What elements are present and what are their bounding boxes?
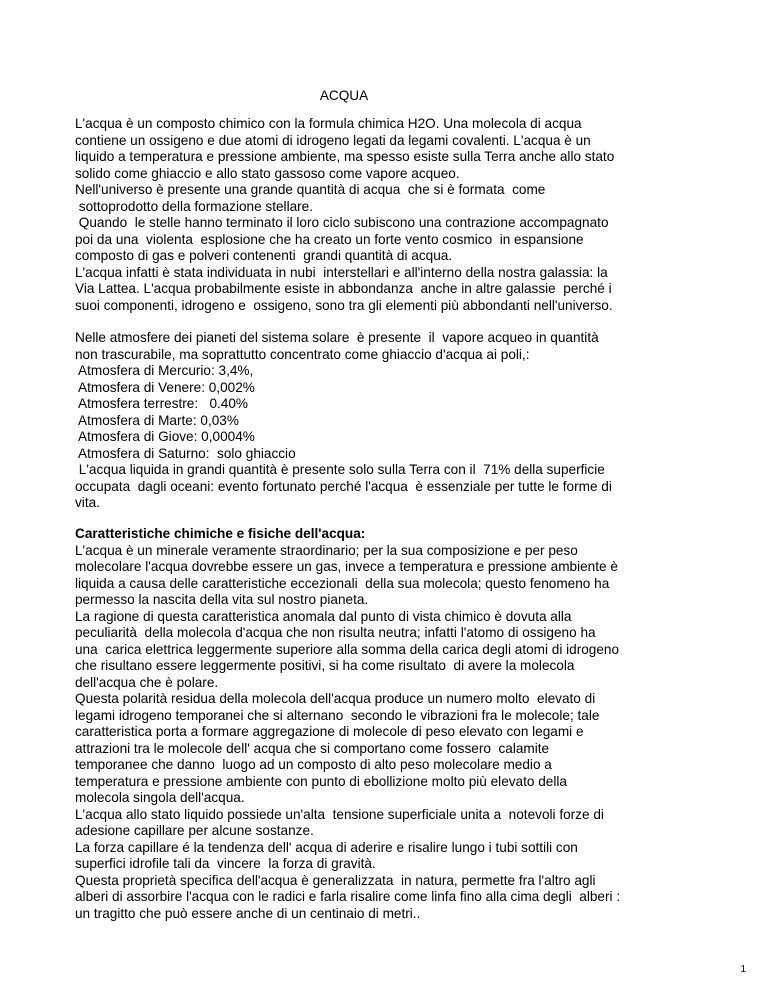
text-line: alberi di assorbire l'acqua con le radici e farla risalire come linfa fino alla cima degli alberi : [75, 889, 621, 904]
text-line: Nell'universo è presente una grande quantità di acqua che si è formata come [75, 182, 546, 197]
text-line: molecolare l'acqua dovrebbe essere un gas, invece a temperatura e pressione ambiente è [75, 559, 618, 574]
text-line: adesione capillare per alcune sostanze. [75, 823, 314, 838]
document-title: ACQUA [319, 88, 369, 103]
text-line: L'acqua liquida in grandi quantità è presente solo sulla Terra con il 71% della superficie [75, 462, 605, 477]
text-line: non trascurabile, ma soprattutto concentrato come ghiaccio d'acqua ai poli,: [75, 346, 530, 362]
text-line: un tragitto che può essere anche di un centinaio di metri.. [75, 905, 421, 921]
text-line: superfici idrofile tali da vincere la forza di gravità. [75, 856, 376, 871]
text-line: L'acqua allo stato liquido possiede un'alta tensione superficiale unita a notevoli forze di [75, 806, 604, 822]
text-line: Atmosfera di Saturno: solo ghiaccio [75, 445, 296, 461]
intro-paragraph [75, 116, 715, 314]
text-line: che risultano essere leggermente positivi, si ha come risultato di avere la molecola [75, 658, 575, 673]
text-line: Atmosfera di Mercurio: 3,4%, [75, 363, 254, 378]
text-line: L'acqua è un minerale veramente straordinario; per la sua composizione e per peso [75, 542, 578, 558]
text-line: sottoprodotto della formazione stellare. [75, 198, 314, 214]
text-line: Atmosfera di Marte: 0,03% [75, 412, 239, 428]
text-line: La ragione di questa caratteristica anomala dal punto di vista chimico è dovuta alla [75, 608, 572, 624]
text-line: attrazioni tra le molecole dell' acqua che si comportano come fossero calamite [75, 740, 550, 756]
text-line: La forza capillare é la tendenza dell' acqua di aderire e risalire lungo i tubi sottili con [75, 839, 578, 855]
text-line: liquida a causa delle caratteristiche eccezionali della sua molecola; questo fenomeno ha [75, 575, 610, 591]
text-line: temperatura e pressione ambiente con punto di ebollizione molto più elevato della [75, 773, 567, 789]
atmosphere-paragraph [75, 330, 715, 512]
text-line: Atmosfera di Giove: 0,0004% [75, 429, 255, 444]
text-line: caratteristica porta a formare aggregazione di molecole di peso elevato con legami e [75, 724, 584, 739]
text-line: poi da una violenta esplosione che ha creato un forte vento cosmico in espansione [75, 231, 584, 247]
text-line: permesso la nascita della vita sul nostro pianeta. [75, 592, 369, 607]
text-line: molecola singola dell'acqua. [75, 790, 245, 805]
text-line: temporanee che danno luogo ad un composto di alto peso molecolare medio a [75, 757, 552, 772]
text-line: suoi componenti, idrogeno e ossigeno, sono tra gli elementi più abbondanti nell'universo. [75, 297, 613, 313]
text-line: L'acqua è un composto chimico con la formula chimica H2O. Una molecola di acqua [75, 116, 582, 131]
text-line: occupata dagli oceani: evento fortunato perché l'acqua è essenziale per tutte le forme di [75, 478, 612, 494]
text-line: Atmosfera di Venere: 0,002% [75, 379, 255, 395]
text-line: peculiarità della molecola d'acqua che non risulta neutra; infatti l'atomo di ossigeno ha [75, 625, 596, 640]
text-line: composto di gas e polveri contenenti grandi quantità di acqua. [75, 248, 453, 263]
text-line: Questa polarità residua della molecola dell'acqua produce un numero molto elevato di [75, 691, 596, 706]
page-number: 1 [740, 964, 746, 975]
text-line: contiene un ossigeno e due atomi di idrogeno legati da legami covalenti. L'acqua è un [75, 132, 591, 148]
chemistry-section [75, 526, 715, 922]
text-line: una carica elettrica leggermente superiore alla somma della carica degli atomi di idrogeno [75, 641, 620, 657]
text-line: Questa proprietà specifica dell'acqua è generalizzata in natura, permette fra l'altro agli [75, 872, 596, 888]
text-line: liquido a temperatura e pressione ambiente, ma spesso esiste sulla Terra anche allo stato [75, 149, 615, 164]
text-line: dell'acqua che è polare. [75, 674, 219, 690]
section-heading: Caratteristiche chimiche e fisiche dell'acqua: [75, 526, 366, 541]
text-line: L'acqua infatti è stata individuata in nubi interstellari e all'interno della nostra galassia: la [75, 264, 608, 280]
text-line: legami idrogeno temporanei che si alternano secondo le vibrazioni fra le molecole; tale [75, 707, 600, 723]
text-line: Quando le stelle hanno terminato il loro ciclo subiscono una contrazione accompagnato [75, 215, 609, 230]
text-line: vita. [75, 495, 100, 510]
text-line: Via Lattea. L'acqua probabilmente esiste in abbondanza anche in altre galassie perché i [75, 281, 612, 296]
text-line: Atmosfera terrestre: 0.40% [75, 396, 249, 411]
text-line: solido come ghiaccio e allo stato gassoso come vapore acqueo. [75, 165, 460, 181]
text-line: Nelle atmosfere dei pianeti del sistema solare è presente il vapore acqueo in quantità [75, 330, 599, 345]
